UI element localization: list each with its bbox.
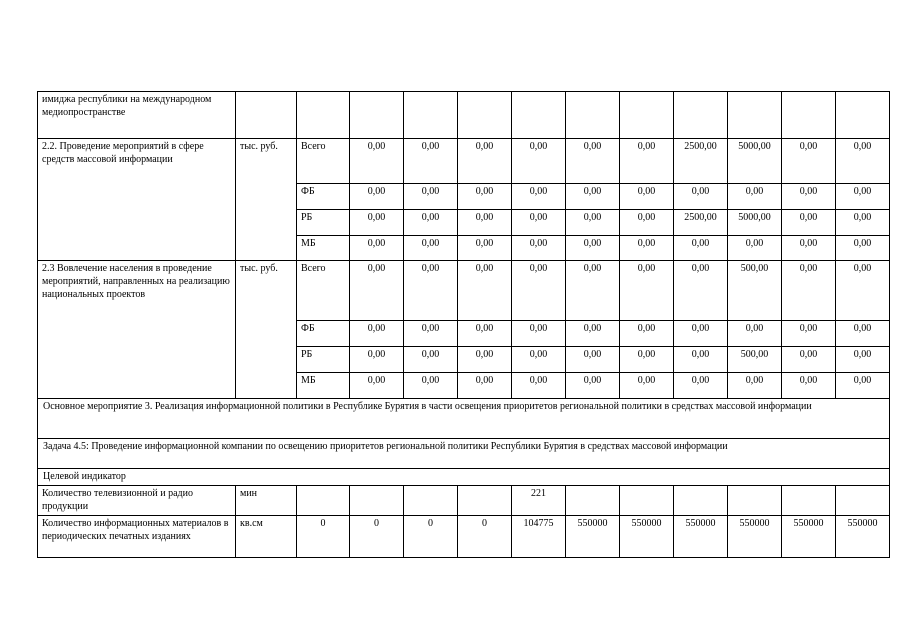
value-cell: 550000 bbox=[728, 516, 782, 558]
value-cell: 0,00 bbox=[728, 373, 782, 399]
value-cell: 2500,00 bbox=[674, 139, 728, 184]
value-cell: 0,00 bbox=[512, 347, 566, 373]
value-cell: 5000,00 bbox=[728, 139, 782, 184]
value-cell: 0,00 bbox=[782, 236, 836, 261]
value-cell: 0,00 bbox=[620, 236, 674, 261]
value-cell: 5000,00 bbox=[728, 210, 782, 236]
value-cell: 0,00 bbox=[512, 321, 566, 347]
unit-cell: тыс. руб. bbox=[236, 139, 297, 261]
value-cell: 0,00 bbox=[836, 321, 890, 347]
indicator-label: Количество телевизионной и радио продукции bbox=[38, 486, 236, 516]
unit-cell: тыс. руб. bbox=[236, 261, 297, 399]
table-row bbox=[38, 399, 890, 439]
value-cell: 0,00 bbox=[566, 139, 620, 184]
value-cell bbox=[404, 486, 458, 516]
value-cell: 0,00 bbox=[512, 139, 566, 184]
source-label: МБ bbox=[297, 236, 350, 261]
measure-label: 2.2. Проведение мероприятий в сфере средств массовой информации bbox=[38, 139, 236, 261]
value-cell: 0,00 bbox=[404, 321, 458, 347]
value-cell: 0,00 bbox=[728, 184, 782, 210]
value-cell: 0,00 bbox=[350, 184, 404, 210]
value-cell: 0,00 bbox=[620, 347, 674, 373]
main-event-heading: Основное мероприятие 3. Реализация информационной политики в Республике Бурятия в части освещения приоритетов региональной политики в средствах массовой информации bbox=[38, 399, 890, 439]
value-cell: 0,00 bbox=[620, 261, 674, 321]
value-cell: 0,00 bbox=[404, 139, 458, 184]
table-row bbox=[38, 486, 890, 516]
value-cell: 0,00 bbox=[566, 236, 620, 261]
value-cell: 0,00 bbox=[620, 321, 674, 347]
value-cell: 0,00 bbox=[620, 210, 674, 236]
value-cell bbox=[674, 486, 728, 516]
value-cell: 0,00 bbox=[512, 236, 566, 261]
value-cell: 0,00 bbox=[566, 210, 620, 236]
value-cell: 0,00 bbox=[458, 210, 512, 236]
value-cell bbox=[566, 486, 620, 516]
value-cell: 104775 bbox=[512, 516, 566, 558]
value-cell: 0,00 bbox=[404, 261, 458, 321]
value-cell: 0,00 bbox=[836, 236, 890, 261]
source-label: РБ bbox=[297, 210, 350, 236]
value-cell: 0,00 bbox=[836, 373, 890, 399]
unit-cell: кв.см bbox=[236, 516, 297, 558]
value-cell: 0,00 bbox=[350, 139, 404, 184]
value-cell: 0,00 bbox=[350, 261, 404, 321]
value-cell: 0,00 bbox=[404, 236, 458, 261]
value-cell: 0,00 bbox=[728, 321, 782, 347]
value-cell: 0,00 bbox=[728, 236, 782, 261]
source-label: ФБ bbox=[297, 321, 350, 347]
indicator-label: Количество информационных материалов в периодических печатных изданиях bbox=[38, 516, 236, 558]
value-cell: 550000 bbox=[782, 516, 836, 558]
value-cell: 0,00 bbox=[566, 184, 620, 210]
value-cell: 0,00 bbox=[458, 139, 512, 184]
value-cell: 0 bbox=[350, 516, 404, 558]
value-cell: 0,00 bbox=[512, 373, 566, 399]
value-cell: 0,00 bbox=[674, 321, 728, 347]
value-cell: 0,00 bbox=[674, 184, 728, 210]
value-cell: 0,00 bbox=[782, 184, 836, 210]
value-cell: 0,00 bbox=[566, 261, 620, 321]
measure-label: имиджа республики на международном медиопространстве bbox=[38, 92, 236, 139]
source-label: Всего bbox=[297, 261, 350, 321]
value-cell: 0,00 bbox=[458, 184, 512, 210]
value-cell: 0,00 bbox=[566, 347, 620, 373]
source-label: ФБ bbox=[297, 184, 350, 210]
value-cell: 0,00 bbox=[512, 184, 566, 210]
value-cell: 0,00 bbox=[782, 139, 836, 184]
value-cell: 0,00 bbox=[350, 347, 404, 373]
task-heading: Задача 4.5: Проведение информационной компании по освещению приоритетов региональной политики Республики Бурятия в средствах массовой информации bbox=[38, 439, 890, 469]
value-cell: 0 bbox=[458, 516, 512, 558]
value-cell bbox=[350, 486, 404, 516]
value-cell bbox=[620, 486, 674, 516]
table-row bbox=[38, 516, 890, 558]
value-cell: 0 bbox=[297, 516, 350, 558]
measure-label: 2.3 Вовлечение населения в проведение мероприятий, направленных на реализацию национальных проектов bbox=[38, 261, 236, 399]
value-cell: 0 bbox=[404, 516, 458, 558]
value-cell: 0,00 bbox=[566, 373, 620, 399]
value-cell: 0,00 bbox=[674, 347, 728, 373]
value-cell: 0,00 bbox=[350, 373, 404, 399]
value-cell: 2500,00 bbox=[674, 210, 728, 236]
table-row bbox=[38, 439, 890, 469]
value-cell: 550000 bbox=[674, 516, 728, 558]
value-cell: 0,00 bbox=[782, 321, 836, 347]
value-cell: 0,00 bbox=[836, 139, 890, 184]
value-cell: 0,00 bbox=[458, 373, 512, 399]
value-cell: 0,00 bbox=[350, 210, 404, 236]
value-cell: 500,00 bbox=[728, 261, 782, 321]
value-cell: 0,00 bbox=[782, 373, 836, 399]
value-cell bbox=[297, 486, 350, 516]
table-row bbox=[38, 139, 890, 184]
value-cell: 0,00 bbox=[674, 236, 728, 261]
table-row bbox=[38, 469, 890, 486]
value-cell: 0,00 bbox=[458, 236, 512, 261]
value-cell: 0,00 bbox=[620, 373, 674, 399]
target-indicator-heading: Целевой индикатор bbox=[38, 469, 890, 486]
value-cell: 550000 bbox=[836, 516, 890, 558]
value-cell: 0,00 bbox=[836, 210, 890, 236]
value-cell: 0,00 bbox=[620, 139, 674, 184]
value-cell: 550000 bbox=[566, 516, 620, 558]
source-label: РБ bbox=[297, 347, 350, 373]
value-cell: 0,00 bbox=[512, 261, 566, 321]
value-cell: 0,00 bbox=[404, 373, 458, 399]
value-cell: 0,00 bbox=[458, 347, 512, 373]
value-cell: 221 bbox=[512, 486, 566, 516]
value-cell: 0,00 bbox=[674, 373, 728, 399]
value-cell: 0,00 bbox=[836, 261, 890, 321]
value-cell: 0,00 bbox=[350, 236, 404, 261]
table-row bbox=[38, 261, 890, 321]
value-cell: 0,00 bbox=[620, 184, 674, 210]
value-cell bbox=[836, 486, 890, 516]
value-cell bbox=[458, 486, 512, 516]
value-cell: 0,00 bbox=[782, 261, 836, 321]
value-cell: 0,00 bbox=[782, 347, 836, 373]
value-cell bbox=[782, 486, 836, 516]
table-row bbox=[38, 92, 890, 139]
value-cell: 0,00 bbox=[836, 347, 890, 373]
value-cell: 0,00 bbox=[836, 184, 890, 210]
source-label: МБ bbox=[297, 373, 350, 399]
value-cell: 0,00 bbox=[782, 210, 836, 236]
unit-cell: мин bbox=[236, 486, 297, 516]
value-cell: 0,00 bbox=[458, 321, 512, 347]
budget-table bbox=[37, 91, 890, 558]
value-cell: 0,00 bbox=[404, 210, 458, 236]
value-cell: 0,00 bbox=[404, 347, 458, 373]
value-cell bbox=[728, 486, 782, 516]
value-cell: 0,00 bbox=[566, 321, 620, 347]
value-cell: 550000 bbox=[620, 516, 674, 558]
value-cell: 0,00 bbox=[512, 210, 566, 236]
value-cell: 0,00 bbox=[458, 261, 512, 321]
report-sheet bbox=[37, 91, 890, 558]
value-cell: 0,00 bbox=[674, 261, 728, 321]
value-cell: 0,00 bbox=[350, 321, 404, 347]
value-cell: 0,00 bbox=[404, 184, 458, 210]
value-cell: 500,00 bbox=[728, 347, 782, 373]
source-label: Всего bbox=[297, 139, 350, 184]
